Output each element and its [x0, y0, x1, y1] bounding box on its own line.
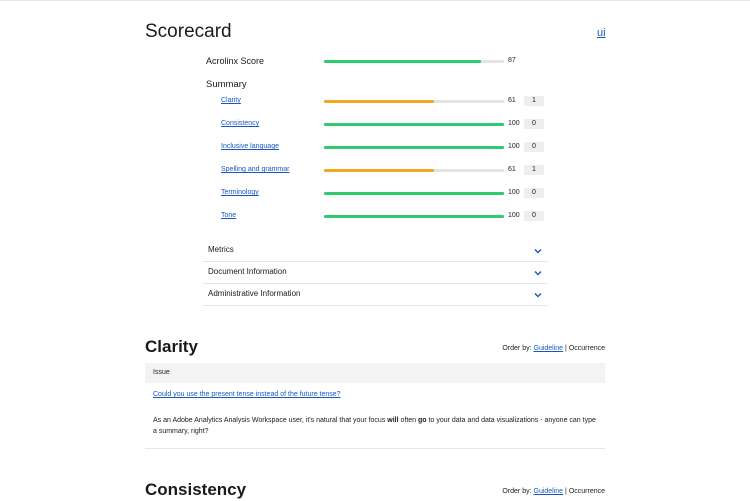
summary-bar-fill [324, 169, 434, 172]
summary-score: 100 [508, 120, 520, 127]
score-bar [324, 60, 504, 63]
ui-link[interactable]: ui [597, 27, 606, 39]
summary-bar-fill [324, 215, 504, 218]
issue-divider [145, 448, 605, 449]
order-by-separator: | [565, 488, 567, 495]
summary-bar [324, 146, 504, 149]
summary-score: 100 [508, 212, 520, 219]
summary-bar [324, 100, 504, 103]
issue-table-header [145, 363, 605, 383]
summary-link-clarity[interactable]: Clarity [221, 97, 241, 104]
consistency-section-title: Consistency [145, 480, 247, 499]
summary-score: 100 [508, 143, 520, 150]
issue-text-part: to your data and data visualizations - anyone can type a summary, right? [153, 417, 596, 435]
issue-count-badge: 1 [524, 165, 544, 175]
order-by-guideline-link[interactable]: Guideline [533, 488, 564, 495]
order-by-occurrence[interactable]: Occurrence [568, 488, 605, 495]
accordion-label: Metrics [208, 245, 234, 254]
order-by-guideline-link[interactable]: Guideline [533, 345, 564, 352]
summary-bar-fill [324, 146, 504, 149]
summary-bar [324, 215, 504, 218]
order-by-separator: | [565, 345, 567, 352]
summary-link-inclusive-language[interactable]: Inclusive language [221, 143, 279, 150]
summary-bar-fill [324, 192, 504, 195]
chevron-down-icon[interactable] [534, 291, 542, 299]
summary-bar-fill [324, 100, 434, 103]
score-value: 87 [508, 57, 516, 64]
summary-link-tone[interactable]: Tone [221, 212, 237, 219]
summary-score: 100 [508, 189, 520, 196]
score-bar-fill [324, 60, 481, 63]
summary-bar [324, 123, 504, 126]
issue-count-badge: 1 [524, 96, 544, 106]
summary-link-consistency[interactable]: Consistency [221, 120, 260, 127]
issue-count-badge: 0 [524, 211, 544, 221]
issue-count-badge: 0 [524, 188, 544, 198]
issue-highlight-word[interactable]: will [387, 417, 399, 424]
issue-column-header: Issue [153, 369, 170, 376]
order-by-prefix: Order by: [502, 488, 532, 495]
accordion-metrics[interactable] [203, 240, 548, 262]
summary-link-terminology[interactable]: Terminology [221, 189, 259, 196]
accordion-administrative-information[interactable] [203, 284, 548, 306]
issue-context-text [153, 415, 598, 437]
consistency-order-by [502, 488, 605, 495]
summary-score: 61 [508, 97, 516, 104]
clarity-order-by [502, 345, 605, 352]
issue-highlight-word[interactable]: go [418, 417, 427, 424]
summary-bar [324, 192, 504, 195]
summary-link-spelling-and-grammar[interactable]: Spelling and grammar [221, 166, 290, 173]
summary-heading: Summary [206, 79, 247, 90]
summary-score: 61 [508, 166, 516, 173]
score-label: Acrolinx Score [206, 56, 265, 66]
order-by-prefix: Order by: [502, 345, 532, 352]
summary-bar-fill [324, 123, 504, 126]
page-title: Scorecard [145, 21, 232, 42]
accordion-label: Administrative Information [208, 289, 301, 298]
issue-count-badge: 0 [524, 142, 544, 152]
summary-bar [324, 169, 504, 172]
chevron-down-icon[interactable] [534, 247, 542, 255]
issue-text-part: often [398, 417, 419, 424]
chevron-down-icon[interactable] [534, 269, 542, 277]
accordion-document-information[interactable] [203, 262, 548, 284]
issue-guidance-link[interactable]: Could you use the present tense instead of the future tense? [153, 391, 341, 398]
issue-count-badge: 0 [524, 119, 544, 129]
clarity-section-title: Clarity [145, 337, 198, 356]
score-label-wrap [206, 54, 324, 68]
accordion-label: Document Information [208, 267, 287, 276]
order-by-occurrence[interactable]: Occurrence [568, 345, 605, 352]
issue-text-part: As an Adobe Analytics Analysis Workspace user, it's natural that your focus [153, 417, 388, 424]
